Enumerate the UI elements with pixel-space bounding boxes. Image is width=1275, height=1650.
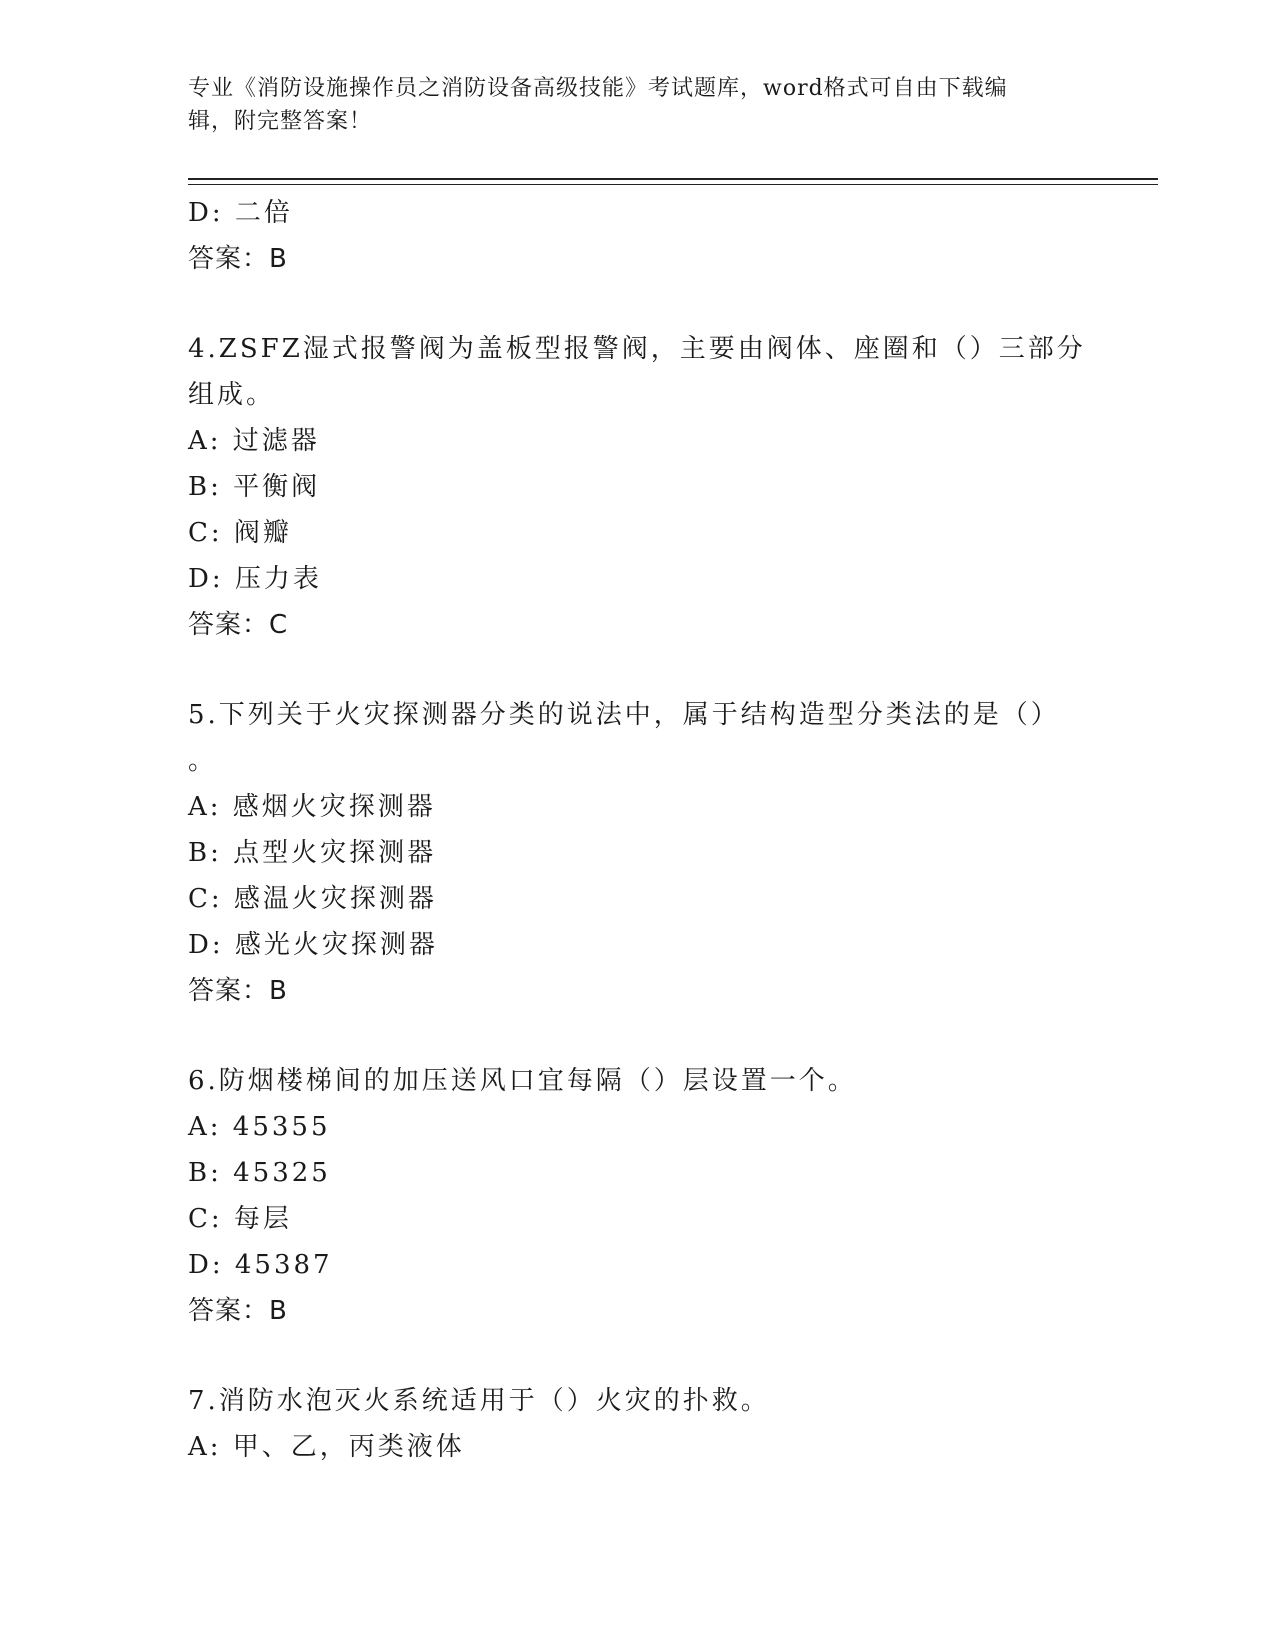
header-divider-thin [188,184,1158,185]
option-b: B: 平衡阀 [188,472,321,502]
question-7 [188,1378,1088,1470]
option-d: D: 二倍 [188,198,293,228]
option-a: A: 过滤器 [188,426,320,456]
option-d: D: 45387 [188,1250,333,1280]
option-b: B: 45325 [188,1158,331,1188]
answer-line: 答案：C [188,610,289,640]
question-4 [188,326,1088,648]
document-header [188,72,1068,138]
option-c: C: 每层 [188,1204,292,1234]
option-a: A: 甲、乙，丙类液体 [188,1432,465,1462]
question-text-continued: 组成。 [188,380,276,410]
answer-line: 答案：B [188,244,288,274]
option-b: B: 点型火灾探测器 [188,838,437,868]
question-text: 5.下列关于火灾探测器分类的说法中，属于结构造型分类法的是（） [188,700,1060,730]
header-line-2: 辑，附完整答案！ [188,109,373,134]
option-a: A: 45355 [188,1112,331,1142]
option-a: A: 感烟火灾探测器 [188,792,436,822]
question-list [188,190,1088,1470]
option-c: C: 感温火灾探测器 [188,884,437,914]
option-d: D: 感光火灾探测器 [188,930,438,960]
option-d: D: 压力表 [188,564,322,594]
question-text-continued: 。 [188,746,218,776]
header-line-1: 专业《消防设施操作员之消防设备高级技能》考试题库，word格式可自由下载编 [188,76,1008,101]
header-divider-thick [188,178,1158,180]
question-6 [188,1058,1088,1334]
question-5 [188,692,1088,1014]
question-text: 4.ZSFZ湿式报警阀为盖板型报警阀，主要由阀体、座圈和（）三部分 [188,334,1086,364]
answer-line: 答案：B [188,976,288,1006]
question-text: 7.消防水泡灭火系统适用于（）火灾的扑救。 [188,1386,770,1416]
option-c: C: 阀瓣 [188,518,292,548]
answer-line: 答案：B [188,1296,288,1326]
question-text: 6.防烟楼梯间的加压送风口宜每隔（）层设置一个。 [188,1066,857,1096]
